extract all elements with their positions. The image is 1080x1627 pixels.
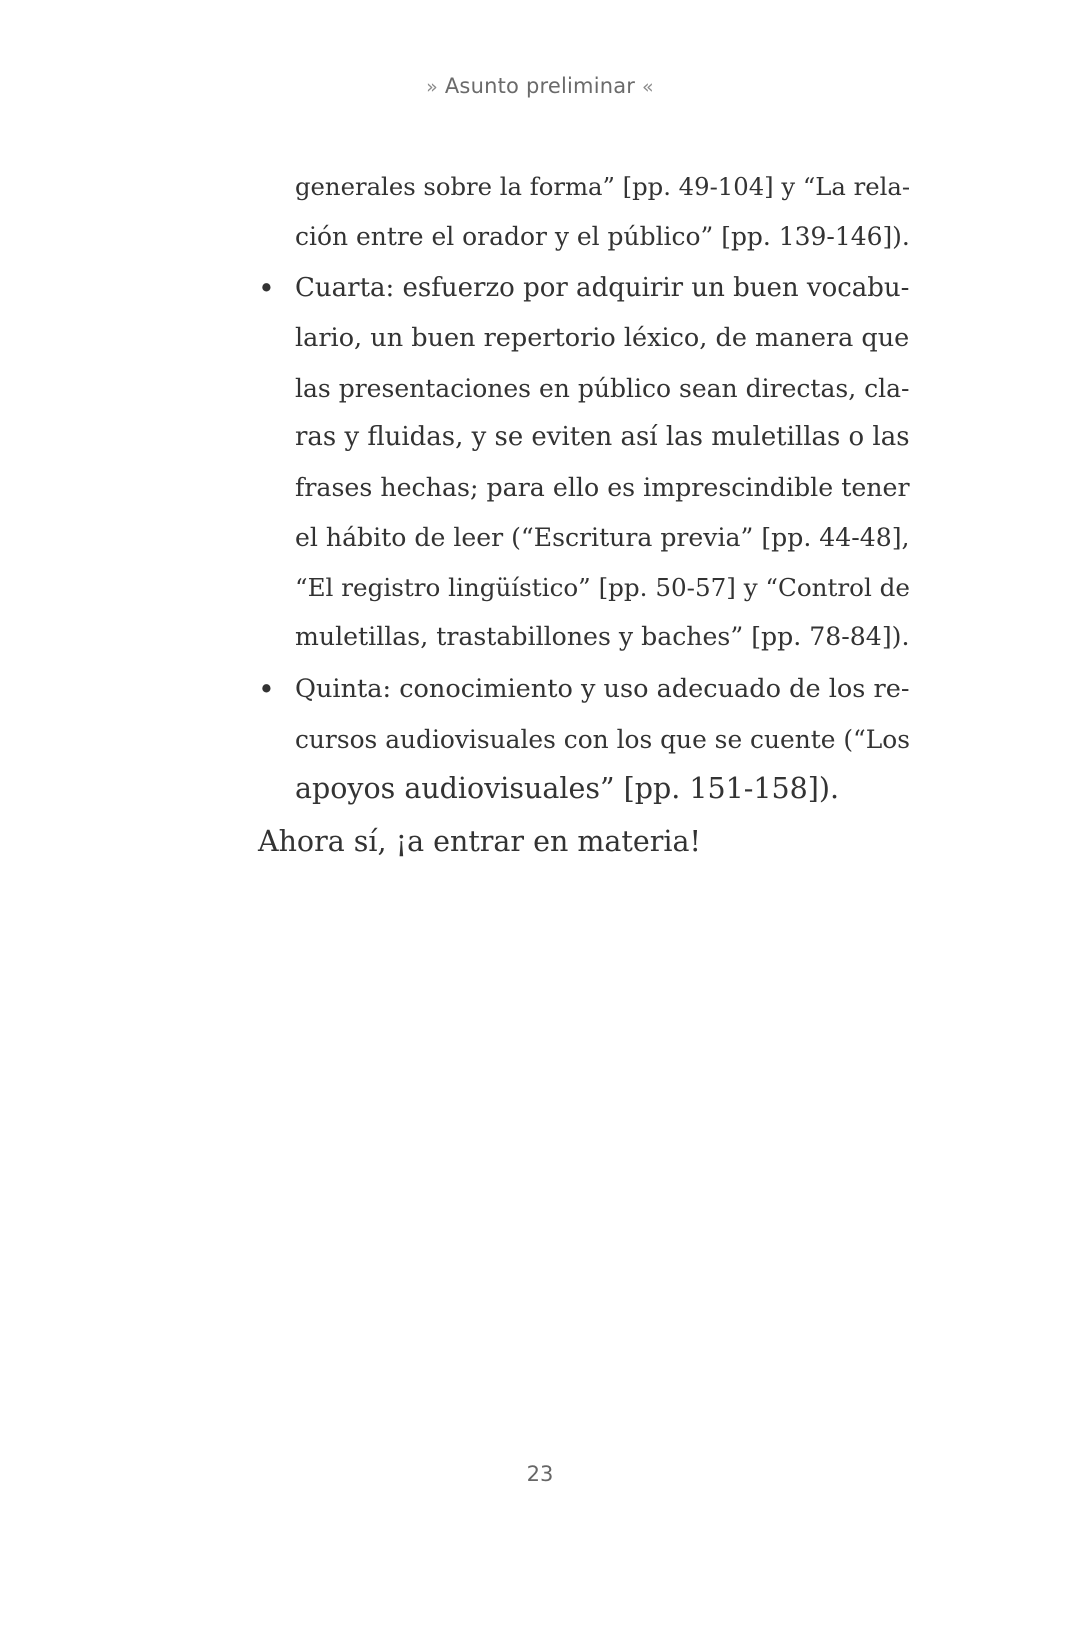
text-line: “El registro lingüístico” [pp. 50-57] y “Control de (295, 572, 910, 602)
text-line: el hábito de leer (“Escritura previa” [pp. 44-48], (295, 522, 910, 552)
text-line: generales sobre la forma” [pp. 49-104] y “La rela- (295, 172, 911, 201)
text-line: apoyos audiovisuales” [pp. 151-158]). (295, 772, 840, 806)
text-line: frases hechas; para ello es imprescindible tener (295, 473, 910, 503)
page-number: 23 (526, 1462, 554, 1486)
text-line: cursos audiovisuales con los que se cuente (“Los (295, 724, 910, 754)
text-line: ras y fluidas, y se eviten así las muletillas o las (295, 422, 910, 453)
text-line: muletillas, trastabillones y baches” [pp. 78-84]). (295, 622, 910, 652)
header-open-mark: » (426, 76, 438, 98)
text-line: Quinta: conocimiento y uso adecuado de los re- (295, 673, 910, 704)
text-line: las presentaciones en público sean directas, cla- (295, 373, 910, 403)
text-line: Cuarta: esfuerzo por adquirir un buen vocabu- (295, 273, 910, 304)
header-title: Asunto preliminar (444, 74, 636, 98)
header-close-mark: « (642, 76, 654, 98)
text-line: lario, un buen repertorio léxico, de manera que (295, 323, 910, 354)
text-line: ción entre el orador y el público” [pp. 139-146]). (295, 221, 910, 251)
bullet-marker: • (258, 672, 275, 706)
running-header (0, 74, 1080, 98)
list-item-quinta (258, 665, 910, 814)
list-item-cuarta (258, 264, 910, 662)
continuation-paragraph (258, 162, 910, 261)
bullet-marker: • (258, 272, 275, 306)
body-text (258, 162, 910, 867)
closing-line: Ahora sí, ¡a entrar en materia! (258, 824, 701, 858)
